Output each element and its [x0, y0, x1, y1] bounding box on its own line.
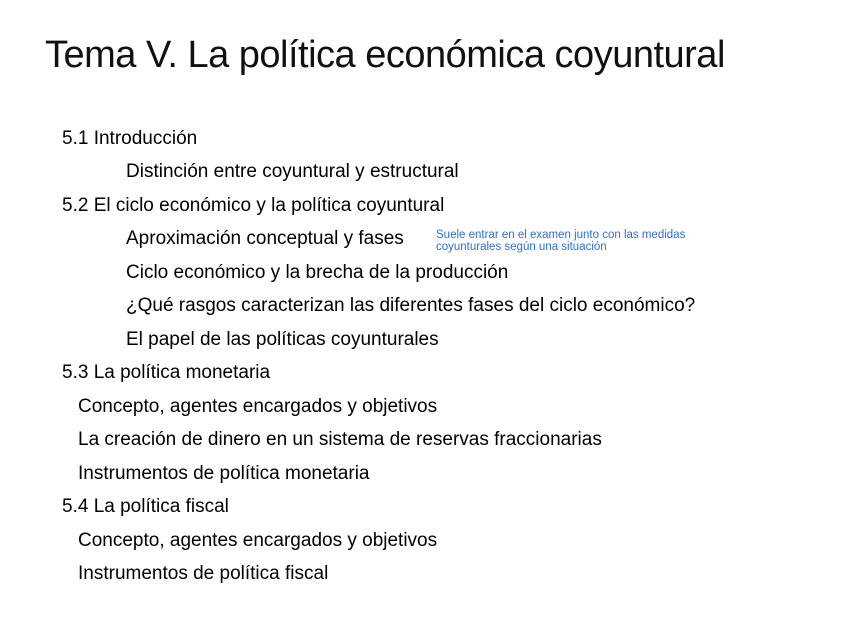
outline-item: Concepto, agentes encargados y objetivos — [78, 530, 438, 551]
note-line: Suele entrar en el examen junto con las medidas — [436, 229, 686, 241]
handwritten-note — [436, 229, 736, 253]
outline-item: 5.2 El ciclo económico y la política coyuntural — [62, 195, 445, 216]
outline-item: Instrumentos de política monetaria — [78, 463, 370, 484]
outline-item: Concepto, agentes encargados y objetivos — [78, 396, 438, 417]
outline-item: Distinción entre coyuntural y estructural — [126, 161, 459, 182]
slide-title: Tema V. La política económica coyuntural — [45, 34, 725, 76]
outline-item: Instrumentos de política fiscal — [78, 563, 329, 584]
outline-item: 5.1 Introducción — [62, 128, 198, 149]
outline-item: El papel de las políticas coyunturales — [126, 329, 439, 350]
outline-item: 5.3 La política monetaria — [62, 362, 271, 383]
outline-item: 5.4 La política fiscal — [62, 496, 229, 517]
note-line: coyunturales según una situación — [436, 241, 607, 253]
outline-item: ¿Qué rasgos caracterizan las diferentes fases del ciclo económico? — [126, 295, 696, 316]
outline-item: La creación de dinero en un sistema de reservas fraccionarias — [78, 429, 602, 450]
outline-item: Ciclo económico y la brecha de la producción — [126, 262, 509, 283]
outline-item: Aproximación conceptual y fases — [126, 228, 404, 249]
